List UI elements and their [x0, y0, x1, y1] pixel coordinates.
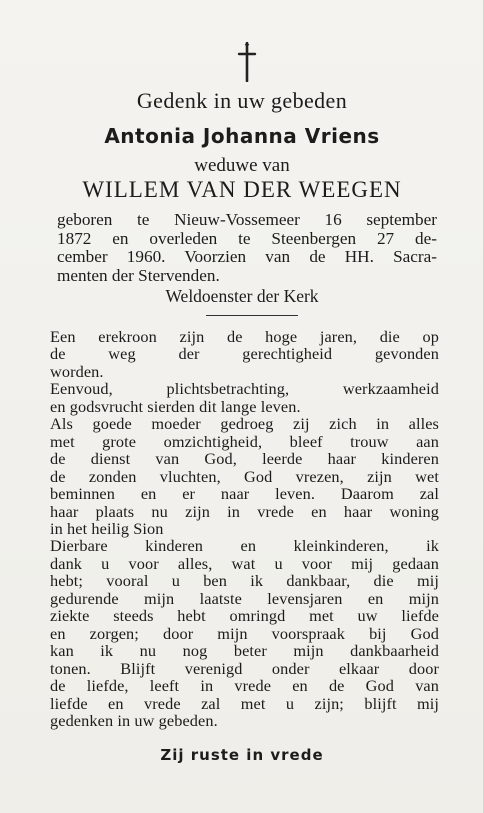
- body-line: en zorgen; door mijn voorspraak bij God: [50, 623, 439, 643]
- body-line: tonen. Blijft verenigd onder elkaar door: [50, 658, 439, 678]
- divider: [206, 315, 298, 316]
- body-line: haar plaats nu zijn in vrede en haar woning: [50, 501, 439, 521]
- body-line: de dienst van God, leerde haar kinderen: [50, 449, 439, 469]
- bio-line: geboren te Nieuw-Vossemeer 16 september: [57, 210, 437, 229]
- honorific-title: Weldoenster der Kerk: [165, 286, 319, 306]
- body-line: kan ik nu nog beter mijn dankbaarheid: [50, 641, 439, 661]
- bio-line: 1872 en overleden te Steenbergen 27 de-: [57, 228, 437, 248]
- body-line: gedenken in uw gebeden.: [50, 710, 218, 730]
- body-line: de weg der gerechtigheid gevonden: [50, 344, 439, 364]
- body-line: Eenvoud, plichtsbetrachting, werkzaamheid: [50, 379, 439, 399]
- body-line: de zonden vluchten, God vrezen, zijn wet: [50, 466, 439, 486]
- body-line: liefde en vrede zal met u zijn; blijft mij: [50, 693, 439, 713]
- body-line: ziekte steeds hebt omringd met uw liefde: [50, 606, 439, 626]
- body-line: beminnen en er naar leven. Daarom zal: [50, 484, 439, 504]
- relation-label: weduwe van: [194, 155, 290, 176]
- body-line: Als goede moeder gedroeg zij zich in alles: [50, 414, 439, 434]
- body-line: worden.: [50, 361, 104, 381]
- deceased-name: Antonia Johanna Vriens: [104, 124, 380, 148]
- body-line: hebt; vooral u ben ik dankbaar, die mij: [50, 571, 439, 591]
- body-line: de liefde, leeft in vrede en de God van: [50, 676, 439, 696]
- bio-line: menten der Stervenden.: [57, 265, 220, 285]
- bio-line: cember 1960. Voorzien van de HH. Sacra-: [57, 247, 437, 266]
- cross-icon: [235, 42, 259, 82]
- body-line: en godsvrucht sierden dit lange leven.: [50, 396, 301, 416]
- heading: Gedenk in uw gebeden: [136, 88, 348, 113]
- body-line: Dierbare kinderen en kleinkinderen, ik: [50, 536, 439, 556]
- husband-name: WILLEM VAN DER WEEGEN: [82, 177, 402, 202]
- body-line: dank u voor alles, wat u voor mij gedaan: [50, 553, 439, 573]
- body-line: Een erekroon zijn de hoge jaren, die op: [50, 327, 439, 346]
- closing-line: Zij ruste in vrede: [160, 746, 324, 764]
- body-line: gedurende mijn laatste levensjaren en mijn: [50, 588, 439, 608]
- prayer-text: [50, 328, 439, 729]
- body-line: met grote omzichtigheid, bleef trouw aan: [50, 431, 439, 451]
- biography: [57, 211, 437, 285]
- body-line: in het heilig Sion: [50, 518, 164, 538]
